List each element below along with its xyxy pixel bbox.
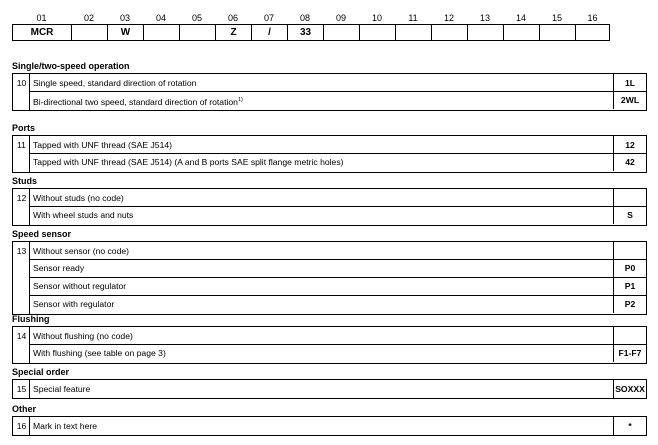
option-row (13, 74, 646, 92)
position-number: 11 (17, 140, 26, 150)
code-position-number: 04 (155, 13, 166, 23)
option-table (12, 379, 647, 399)
code-position-number: 06 (227, 13, 238, 23)
option-label-text: With flushing (see table on page 3) (33, 348, 166, 358)
option-row (13, 206, 646, 224)
option-code (613, 242, 646, 260)
option-label (33, 295, 114, 313)
option-label-text: Tapped with UNF thread (SAE J514) (A and B ports SAE split flange metric holes) (33, 157, 344, 167)
code-position-value (432, 25, 468, 40)
row-divider (30, 206, 646, 207)
code-position-value: W (108, 25, 144, 40)
row-divider (30, 153, 646, 154)
option-table (12, 416, 647, 436)
row-divider (30, 91, 646, 92)
option-label-text: Sensor without regulator (33, 281, 127, 291)
option-code: SOXXX (613, 380, 646, 398)
option-row (13, 295, 646, 313)
number-column-divider (29, 136, 30, 172)
option-row (13, 417, 646, 435)
option-row (13, 277, 646, 295)
code-position-value (360, 25, 396, 40)
option-row (13, 242, 646, 260)
code-position-number: 15 (551, 13, 562, 23)
ordering-code-row (12, 24, 610, 41)
code-position-value (180, 25, 216, 40)
option-label-text: Mark in text here (33, 421, 97, 431)
position-number: 12 (16, 193, 27, 203)
option-label-text: Bi-directional two speed, standard direction of rotation (33, 96, 238, 107)
section-title: Studs (12, 176, 38, 186)
option-row (13, 189, 646, 207)
code-position-number: 01 (36, 13, 47, 23)
code-position-number: 16 (587, 13, 598, 23)
code-position-number: 08 (299, 13, 310, 23)
code-position-value (504, 25, 540, 40)
number-column-divider (29, 327, 30, 363)
code-position-value: / (252, 25, 288, 40)
option-table (12, 241, 647, 315)
option-label (33, 259, 84, 277)
row-divider (30, 344, 646, 345)
option-label-text: With wheel studs and nuts (33, 210, 134, 220)
option-code: S (613, 206, 646, 224)
code-position-number: 02 (83, 13, 94, 23)
option-code: * (613, 417, 646, 435)
row-divider (30, 277, 646, 278)
option-code (613, 327, 646, 345)
option-label (33, 91, 243, 111)
code-position-number: 10 (371, 13, 382, 23)
position-number: 15 (16, 384, 27, 394)
code-position-value (576, 25, 611, 40)
section-title: Flushing (12, 314, 50, 324)
option-label-text: Sensor with regulator (33, 299, 115, 309)
option-table (12, 135, 647, 173)
option-row (13, 344, 646, 362)
code-position-value (324, 25, 360, 40)
option-code: P1 (613, 277, 646, 295)
code-position-value (396, 25, 432, 40)
option-code (613, 189, 646, 207)
code-position-value: Z (216, 25, 252, 40)
option-row (13, 91, 646, 109)
footnote-marker: 1) (237, 97, 243, 103)
option-label-text: Special feature (33, 384, 91, 394)
option-code: 12 (613, 136, 646, 154)
row-divider (30, 259, 646, 260)
position-number: 13 (16, 246, 27, 256)
code-position-value: 33 (288, 25, 324, 40)
code-position-value (72, 25, 108, 40)
code-position-number: 14 (515, 13, 526, 23)
option-label (33, 380, 90, 398)
code-position-number: 05 (191, 13, 202, 23)
code-position-number: 09 (335, 13, 346, 23)
section-title: Other (12, 404, 37, 414)
option-label (33, 206, 133, 224)
number-column-divider (29, 242, 30, 314)
option-label-text: Without studs (no code) (33, 193, 124, 203)
option-label (33, 327, 133, 345)
position-number: 14 (16, 331, 27, 341)
code-position-value (468, 25, 504, 40)
option-code: F1-F7 (613, 344, 646, 362)
option-label-text: Tapped with UNF thread (SAE J514) (33, 140, 172, 150)
code-position-number: 13 (479, 13, 490, 23)
option-label-text: Without flushing (no code) (33, 331, 133, 341)
option-row (13, 327, 646, 345)
code-position-number: 07 (263, 13, 274, 23)
option-table (12, 73, 647, 111)
option-code: P0 (613, 259, 646, 277)
section-title: Single/two-speed operation (12, 61, 130, 71)
option-row (13, 259, 646, 277)
section-title: Speed sensor (12, 229, 72, 239)
option-table (12, 326, 647, 364)
code-position-value (540, 25, 576, 40)
code-position-number: 12 (443, 13, 454, 23)
option-label (33, 189, 124, 207)
option-label-text: Single speed, standard direction of rotation (33, 78, 197, 88)
section-title: Special order (12, 367, 70, 377)
number-column-divider (29, 417, 30, 435)
option-label (33, 153, 343, 171)
option-code: 42 (613, 153, 646, 171)
number-column-divider (29, 189, 30, 225)
option-label-text: Without sensor (no code) (33, 246, 130, 256)
option-row (13, 136, 646, 154)
option-label (33, 344, 166, 362)
option-label (33, 136, 172, 154)
option-label (33, 242, 129, 260)
option-row (13, 380, 646, 398)
option-label-text: Sensor ready (33, 263, 85, 273)
code-position-value: MCR (13, 25, 72, 40)
code-position-number: 11 (408, 13, 418, 23)
code-position-value (144, 25, 180, 40)
option-code: P2 (613, 295, 646, 313)
position-number: 16 (16, 421, 27, 431)
option-table (12, 188, 647, 226)
option-label (33, 277, 126, 295)
option-label (33, 417, 97, 435)
section-title: Ports (12, 123, 36, 133)
option-label (33, 74, 196, 92)
number-column-divider (29, 380, 30, 398)
option-row (13, 153, 646, 171)
ordering-code-position-numbers (12, 13, 610, 24)
code-position-number: 03 (119, 13, 130, 23)
option-code: 1L (613, 74, 646, 92)
position-number: 10 (16, 78, 27, 88)
option-code: 2WL (613, 91, 646, 109)
number-column-divider (29, 74, 30, 110)
row-divider (30, 295, 646, 296)
